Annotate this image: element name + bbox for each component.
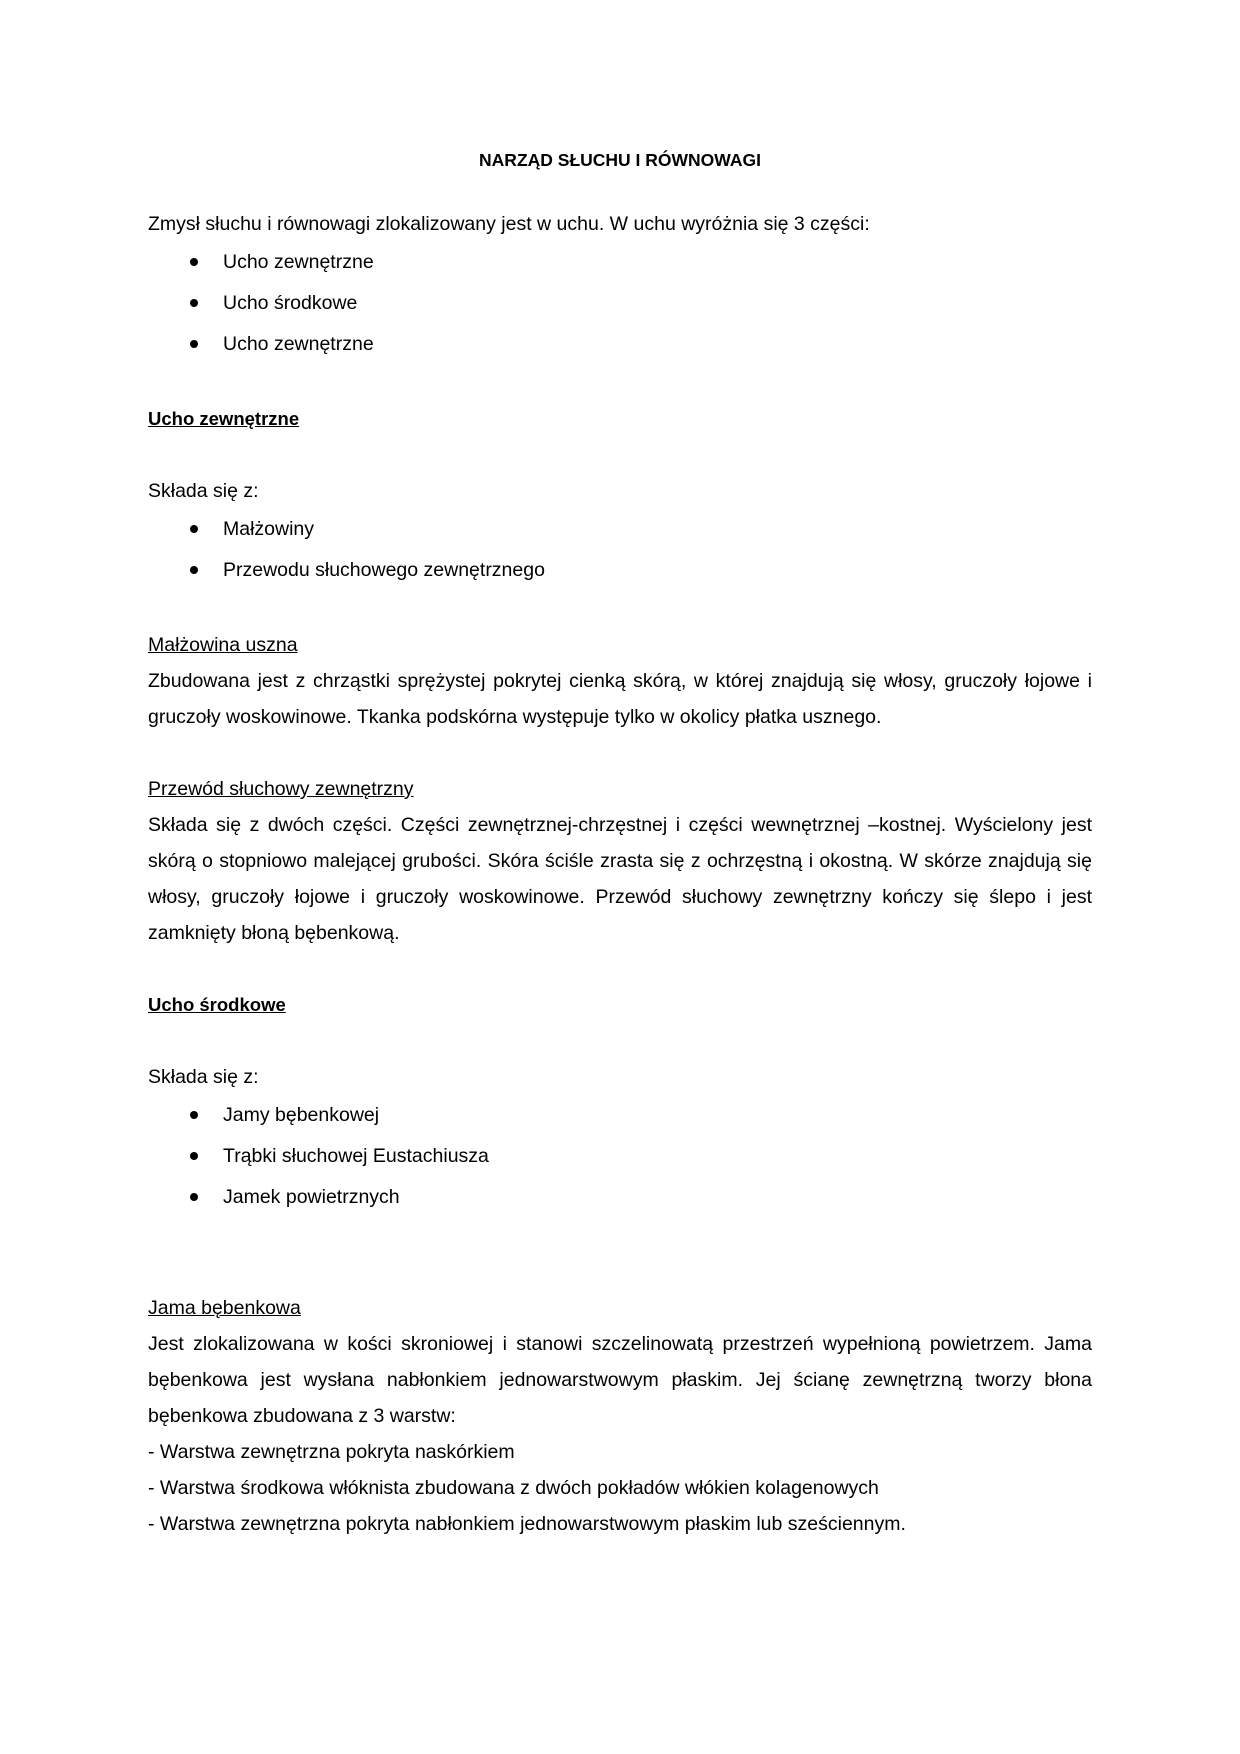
- consists-label: Składa się z:: [148, 480, 259, 502]
- parts-list: [148, 242, 1092, 365]
- list-item: Jamek powietrznych: [148, 1177, 1092, 1218]
- list-item: Jamy bębenkowej: [148, 1095, 1092, 1136]
- list-item: Małżowiny: [148, 509, 1092, 550]
- list-item: Trąbki słuchowej Eustachiusza: [148, 1136, 1092, 1177]
- subheading-ear-canal: Przewód słuchowy zewnętrzny: [148, 778, 414, 800]
- auricle-paragraph: Zbudowana jest z chrząstki sprężystej pokrytej cienką skórą, w której znajdują się włosy, gruczoły łojowe i gruczoły woskowinowe. Tkanka podskórna występuje tylko w okolicy płatka usznego.: [148, 670, 1092, 728]
- list-item: Przewodu słuchowego zewnętrznego: [148, 550, 1092, 591]
- bullet-icon: [190, 566, 198, 574]
- tympanic-cavity-paragraph: Jest zlokalizowana w kości skroniowej i stanowi szczelinowatą przestrzeń wypełnioną powietrzem. Jama bębenkowa jest wysłana nabłonkiem jednowarstwowym płaskim. Jej ścianę zewnętrzną tworzy błona bębenkowa zbudowana z 3 warstw:: [148, 1333, 1092, 1427]
- bullet-icon: [190, 299, 198, 307]
- subheading-tympanic-cavity: Jama bębenkowa: [148, 1297, 301, 1319]
- outer-ear-list: [148, 509, 1092, 591]
- list-item: Ucho środkowe: [148, 283, 1092, 324]
- section-heading-outer-ear: Ucho zewnętrzne: [148, 408, 300, 429]
- document-page: [148, 148, 1092, 1542]
- bullet-icon: [190, 1193, 198, 1201]
- document-title: NARZĄD SŁUCHU I RÓWNOWAGI: [479, 150, 761, 170]
- consists-label: Składa się z:: [148, 1066, 259, 1088]
- ear-canal-paragraph: Składa się z dwóch części. Części zewnętrznej-chrzęstnej i części wewnętrznej –kostnej. Wyścielony jest skórą o stopniowo malejącej grubości. Skóra ściśle zrasta się z ochrzęstną i okostną. W skórze znajdują się włosy, gruczoły łojowe i gruczoły woskowinowe. Przewód słuchowy zewnętrzny kończy się ślepo i jest zamknięty błoną bębenkową.: [148, 814, 1092, 944]
- middle-ear-list: [148, 1095, 1092, 1218]
- membrane-layer-line: - Warstwa środkowa włóknista zbudowana z dwóch pokładów włókien kolagenowych: [148, 1477, 879, 1499]
- bullet-icon: [190, 1111, 198, 1119]
- bullet-icon: [190, 340, 198, 348]
- bullet-icon: [190, 525, 198, 533]
- bullet-icon: [190, 258, 198, 266]
- list-item: Ucho zewnętrzne: [148, 324, 1092, 365]
- bullet-icon: [190, 1152, 198, 1160]
- membrane-layer-line: - Warstwa zewnętrzna pokryta naskórkiem: [148, 1441, 515, 1463]
- section-heading-middle-ear: Ucho środkowe: [148, 994, 286, 1015]
- membrane-layer-line: - Warstwa zewnętrzna pokryta nabłonkiem jednowarstwowym płaskim lub sześciennym.: [148, 1513, 906, 1535]
- subheading-auricle: Małżowina uszna: [148, 634, 298, 656]
- list-item: Ucho zewnętrzne: [148, 242, 1092, 283]
- intro-paragraph: Zmysł słuchu i równowagi zlokalizowany jest w uchu. W uchu wyróżnia się 3 części:: [148, 213, 870, 235]
